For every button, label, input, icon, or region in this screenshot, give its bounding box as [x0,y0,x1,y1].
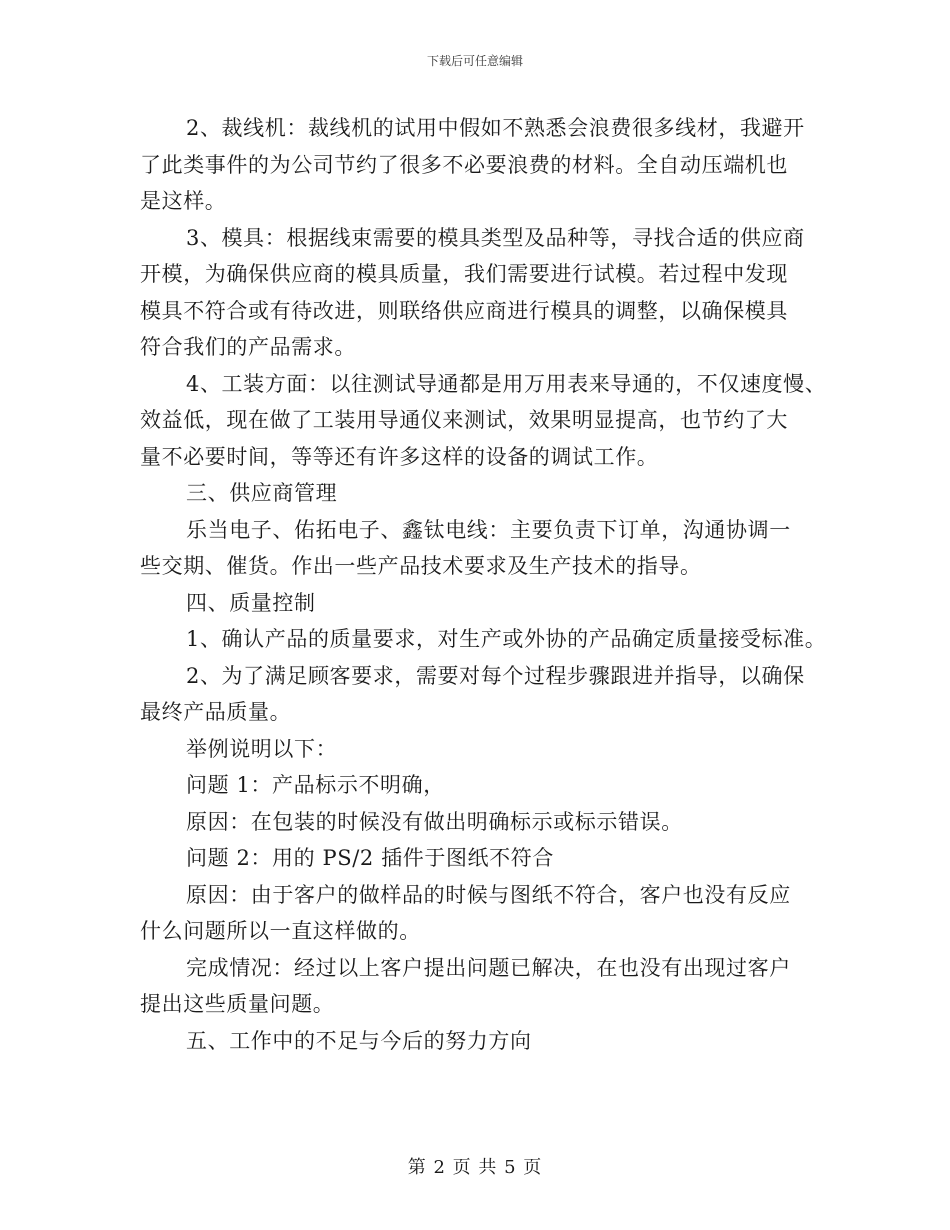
paragraph-line: 1、确认产品的质量要求，对生产或外协的产品确定质量接受标准。 [186,627,827,651]
paragraph-line: 模具不符合或有待改进，则联络供应商进行模具的调整，以确保模具 [140,298,788,323]
paragraph-line: 符合我们的产品需求。 [140,335,356,359]
paragraph-line: 2、裁线机：裁线机的试用中假如不熟悉会浪费很多线材，我避开 [186,116,805,140]
paragraph-line: 完成情况：经过以上客户提出问题已解决，在也没有出现过客户 [186,955,791,980]
section-heading: 三、供应商管理 [186,481,338,505]
paragraph-line: 最终产品质量。 [140,700,292,724]
paragraph-line: 3、模具：根据线束需要的模具类型及品种等，寻找合适的供应商 [186,225,805,250]
section-heading: 四、质量控制 [186,590,316,615]
paragraph-line: 原因：由于客户的做样品的时候与图纸不符合，客户也没有反应 [186,882,791,907]
paragraph-line: 是这样。 [140,189,227,213]
section-heading: 五、工作中的不足与今后的努力方向 [186,1028,532,1053]
paragraph-line: 2、为了满足顾客要求，需要对每个过程步骤跟进并指导，以确保 [186,663,805,688]
document-body [140,110,830,1059]
paragraph-line: 原因：在包装的时候没有做出明确标示或标示错误。 [186,809,683,834]
paragraph-line: 效益低，现在做了工装用导通仪来测试，效果明显提高，也节约了大 [140,408,788,432]
paragraph-line: 提出这些质量问题。 [140,992,335,1016]
paragraph-line: 了此类事件的为公司节约了很多不必要浪费的材料。全自动压端机也 [140,152,788,177]
paragraph-line: 什么问题所以一直这样做的。 [140,919,421,943]
paragraph-line: 开模，为确保供应商的模具质量，我们需要进行试模。若过程中发现 [140,262,788,286]
paragraph-line: 问题 2：用的 PS/2 插件于图纸不符合 [186,846,554,870]
paragraph-line: 问题 1：产品标示不明确， [186,773,445,797]
paragraph-line: 些交期、催货。作出一些产品技术要求及生产技术的指导。 [140,554,702,578]
paragraph-line: 量不必要时间，等等还有许多这样的设备的调试工作。 [140,444,659,469]
paragraph-line: 乐当电子、佑拓电子、鑫钛电线：主要负责下订单，沟通协调一 [186,517,791,542]
paragraph-line: 4、工装方面：以往测试导通都是用万用表来导通的，不仅速度慢、 [186,371,827,396]
page-footer: 第 2 页 共 5 页 [407,1157,543,1178]
paragraph-line: 举例说明以下： [186,736,338,761]
page-header: 下载后可任意编辑 [426,54,523,68]
